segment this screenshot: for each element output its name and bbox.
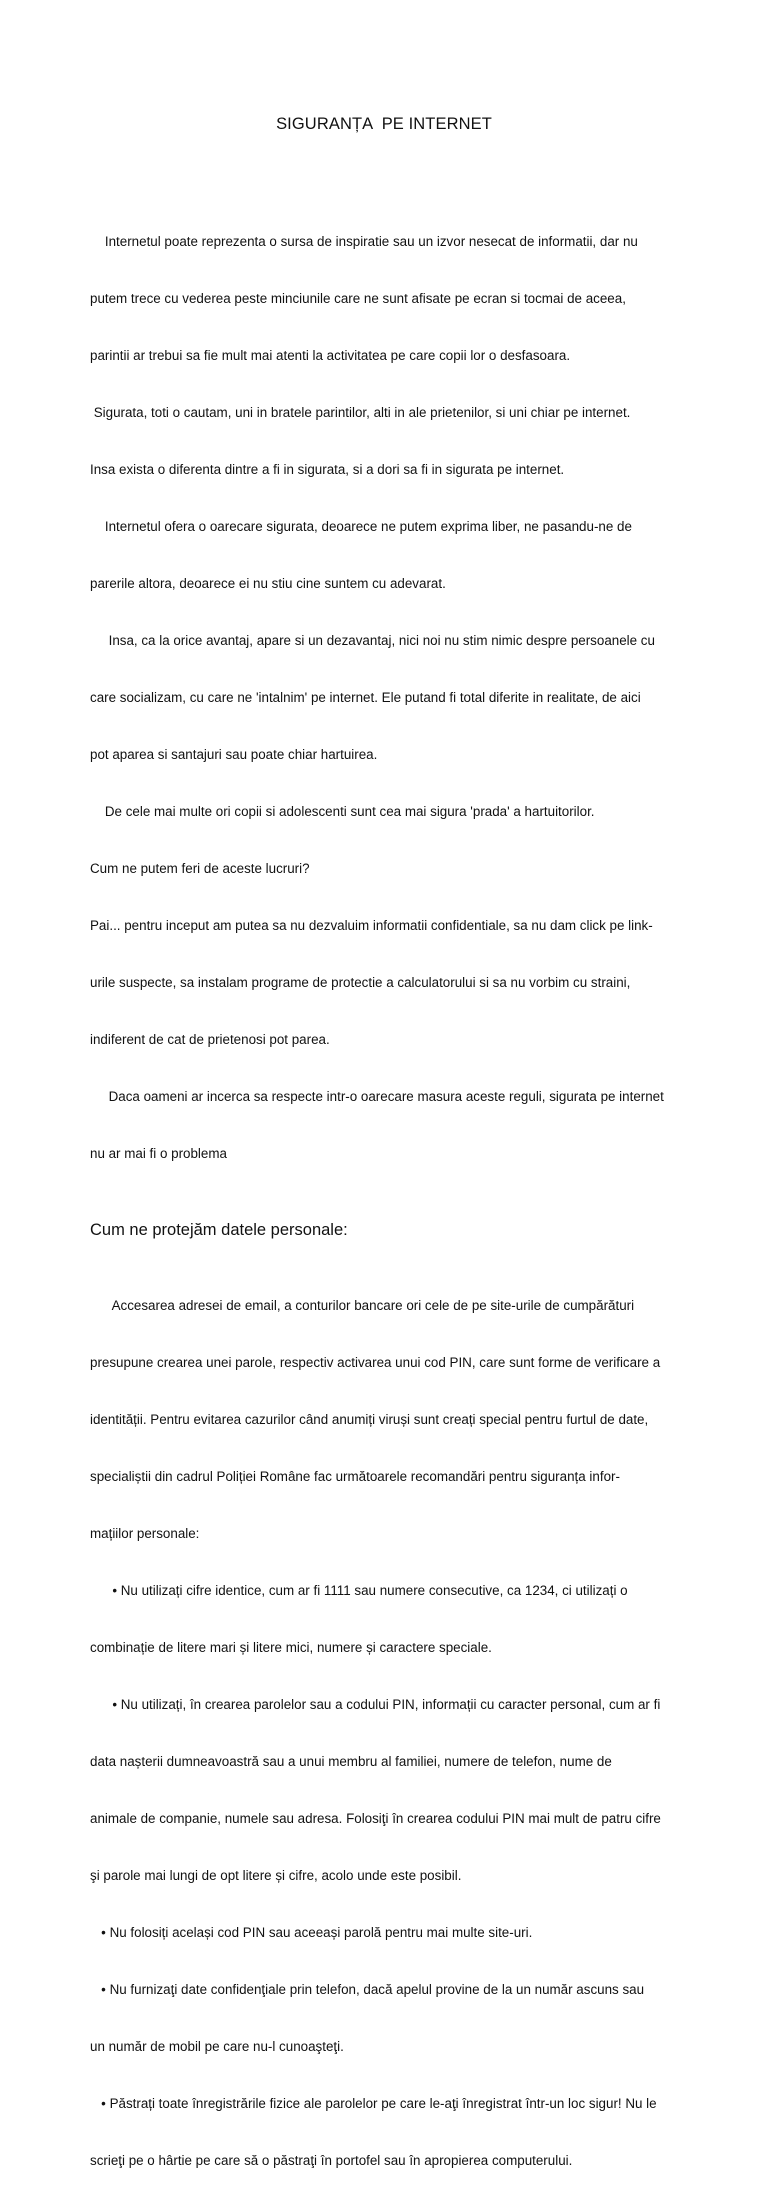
paragraph-line: Sigurata, toti o cautam, uni in bratele parintilor, alti in ale prietenilor, si uni chiar pe internet. (90, 405, 631, 420)
paragraph-line: pot aparea si santajuri sau poate chiar hartuirea. (90, 747, 378, 762)
bullet-line: • Nu utilizați cifre identice, cum ar fi 1111 sau numere consecutive, ca 1234, ci utilizați o (90, 1583, 628, 1598)
section-line: specialiștii din cadrul Poliției Române fac următoarele recomandări pentru siguranța infor- (90, 1469, 620, 1484)
document-body (90, 194, 690, 2208)
paragraph-line: Internetul ofera o oarecare sigurata, deoarece ne putem exprima liber, ne pasandu-ne de (90, 519, 632, 534)
paragraph-line: indiferent de cat de prietenosi pot parea. (90, 1032, 330, 1047)
paragraph-line: Internetul poate reprezenta o sursa de inspiratie sau un izvor nesecat de informatii, dar nu (90, 234, 638, 249)
section-line: un număr de mobil pe care nu-l cunoaşteţi. (90, 2039, 344, 2054)
paragraph-line: Insa exista o diferenta dintre a fi in sigurata, si a dori sa fi in sigurata pe internet. (90, 462, 565, 477)
paragraph-line: putem trece cu vederea peste minciunile care ne sunt afisate pe ecran si tocmai de aceea, (90, 291, 626, 306)
section-line: şi parole mai lungi de opt litere și cifre, acolo unde este posibil. (90, 1868, 462, 1883)
section-line: Accesarea adresei de email, a conturilor bancare ori cele de pe site-urile de cumpărături (90, 1298, 635, 1313)
document-title: SIGURANȚA PE INTERNET (276, 115, 492, 133)
paragraph-line: parerile altora, deoarece ei nu stiu cine suntem cu adevarat. (90, 576, 446, 591)
paragraph-line: parintii ar trebui sa fie mult mai atenti la activitatea pe care copii lor o desfasoara. (90, 348, 571, 363)
paragraph-line: De cele mai multe ori copii si adolescenti sunt cea mai sigura 'prada' a hartuitorilor. (90, 804, 595, 819)
bullet-line: • Păstrați toate înregistrările fizice ale parolelor pe care le-aţi înregistrat într-un loc sigur! Nu le (90, 2096, 657, 2111)
paragraph-line: urile suspecte, sa instalam programe de protectie a calculatorului si sa nu vorbim cu straini, (90, 975, 631, 990)
paragraph-line: Cum ne putem feri de aceste lucruri? (90, 861, 310, 876)
section-line: identității. Pentru evitarea cazurilor când anumiți viruși sunt creați special pentru furtul de date, (90, 1412, 649, 1427)
section-line: data nașterii dumneavoastră sau a unui membru al familiei, numere de telefon, nume de (90, 1754, 612, 1769)
paragraph-line: Insa, ca la orice avantaj, apare si un dezavantaj, nici noi nu stim nimic despre persoanele cu (90, 633, 655, 648)
paragraph-line: Daca oameni ar incerca sa respecte intr-o oarecare masura aceste reguli, sigurata pe internet (90, 1089, 664, 1104)
bullet-line: • Nu utilizați, în crearea parolelor sau a codului PIN, informații cu caracter personal, cum ar fi (90, 1697, 661, 1712)
section-line: combinație de litere mari și litere mici, numere și caractere speciale. (90, 1640, 492, 1655)
section-line: animale de companie, numele sau adresa. Folosiţi în crearea codului PIN mai mult de patru cifre (90, 1811, 661, 1826)
paragraph-line: care socializam, cu care ne 'intalnim' pe internet. Ele putand fi total diferite in realitate, de aici (90, 690, 641, 705)
section-line: mațiilor personale: (90, 1526, 200, 1541)
section-heading: Cum ne protejăm datele personale: (90, 1221, 348, 1239)
bullet-line: • Nu furnizaţi date confidenţiale prin telefon, dacă apelul provine de la un număr ascuns sau (90, 1982, 645, 1997)
section-line: presupune crearea unei parole, respectiv activarea unui cod PIN, care sunt forme de verificare a (90, 1355, 661, 1370)
paragraph-line: Pai... pentru inceput am putea sa nu dezvaluim informatii confidentiale, sa nu dam click pe link- (90, 918, 653, 933)
paragraph-line: nu ar mai fi o problema (90, 1146, 227, 1161)
section-line: scrieţi pe o hârtie pe care să o păstraţi în portofel sau în apropierea computerului. (90, 2153, 573, 2168)
bullet-line: • Nu folosiți același cod PIN sau aceeași parolă pentru mai multe site-uri. (90, 1925, 533, 1940)
